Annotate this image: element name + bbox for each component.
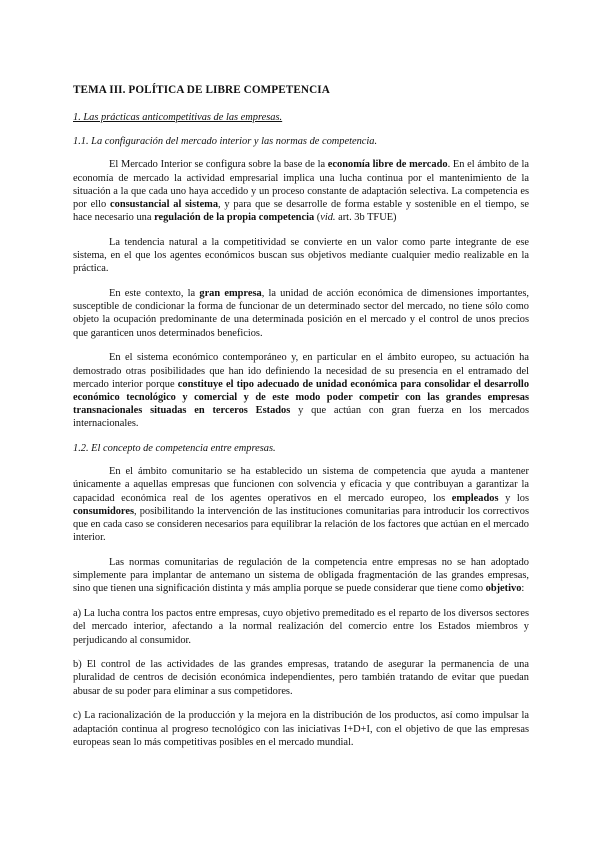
paragraph-6	[73, 556, 529, 596]
paragraph-4	[73, 351, 529, 430]
text-run: . En el ámbito de la economía de mercado la actividad empresarial implica una lucha continua por el mantenimiento de la situación a la que cada uno haya accedido y un proceso constante de adaptación selectiva. La competencia es por ello	[73, 159, 529, 211]
text-run: , la unidad de acción económica de dimensiones importantes, susceptible de condicionar la forma de funcionar de un determinado sector del mercado, no tiene sólo como objeto la ocupación predominante de una determinada posición en el mercado y el control de unos precios que garanticen unos determinados beneficios.	[73, 288, 529, 339]
bold-term: objetivo	[485, 583, 522, 595]
subsection-heading-1-2: 1.2. El concepto de competencia entre empresas.	[73, 443, 276, 455]
text-run: En el sistema económico contemporáneo y, en particular en el ámbito europeo, su actuación ha demostrado otras posibilidades que han ido definiendo la necesidad de su presencia en el entramado del mercado interior porque	[73, 352, 529, 390]
document-body	[73, 83, 529, 760]
bold-term: gran empresa	[199, 288, 262, 300]
text-run: , posibilitando la intervención de las instituciones comunitarias para introducir los correctivos que en cada caso se consideren necesarios para equilibrar la relación de los factores que actúan en el mercado interior.	[73, 505, 529, 544]
document-title: TEMA III. POLÍTICA DE LIBRE COMPETENCIA	[73, 84, 330, 96]
text-run: (	[314, 212, 321, 224]
text-run: y que actúan con gran fuerza en los mercados internacionales.	[73, 405, 529, 430]
text-run: , y para que se desarrolle de forma estable y sostenible en el tiempo, se hace necesario una	[73, 199, 529, 224]
list-item-c: c) La racionalización de la producción y la mejora en la distribución de los productos, así como impulsar la adaptación continua al progreso tecnológico con las iniciativas I+D+I, con el objetivo de que las empresas europeas sean lo más competitivas posibles en el mercado mundial.	[73, 710, 529, 748]
bold-term: consumidores	[73, 505, 135, 517]
subsection-heading-1-1: 1.1. La configuración del mercado interior y las normas de competencia.	[73, 136, 378, 148]
bold-term: consustancial al sistema	[110, 199, 219, 211]
text-run: art. 3b TFUE)	[335, 212, 397, 224]
bold-term: empleados	[451, 492, 499, 504]
list-item-b: b) El control de las actividades de las grandes empresas, tratando de asegurar la permanencia de una pluralidad de centros de decisión económica independientes, pero también tratando de evitar que puedan abusar de su poder para eliminar a sus competidores.	[73, 659, 529, 697]
list-item-a: a) La lucha contra los pactos entre empresas, cuyo objetivo premeditado es el reparto de los diversos sectores del mercado interior, afectando a la normal realización del comercio entre los Estados miembros y perjudicando al consumidor.	[73, 608, 529, 646]
paragraph-1	[73, 158, 529, 224]
text-run: En el ámbito comunitario se ha establecido un sistema de competencia que ayuda a mantener únicamente a aquellas empresas que funcionen con solvencia y eficacia y que contribuyan a garantizar la capacidad económica real de los agentes operativos en el mercado europeo, los	[73, 466, 529, 504]
paragraph-5	[73, 465, 529, 544]
text-run: El Mercado Interior se configura sobre la base de la	[109, 159, 328, 171]
bold-term: constituye el tipo adecuado de unidad económica para consolidar el desarrollo económico tecnológico y comercial y de este modo poder competir con las grandes empresas transnacionales situadas en terceros Estados	[73, 378, 530, 417]
paragraph-3	[73, 287, 529, 340]
text-run: En este contexto, la	[109, 288, 200, 300]
bold-term: regulación de la propia competencia	[154, 212, 315, 224]
text-run: y los	[498, 492, 529, 504]
paragraph-2: La tendencia natural a la competitividad se convierte en un valor como parte integrante de ese sistema, en el que los agentes económicos buscan sus objetivos mediante cualquier medio realizable en la práctica.	[73, 236, 529, 275]
italic-term: vid.	[320, 212, 336, 224]
section-heading-1: 1. Las prácticas anticompetitivas de las empresas.	[73, 112, 283, 123]
text-run: Las normas comunitarias de regulación de la competencia entre empresas no se han adoptado simplemente para implantar de antemano un sistema de obligada fragmentación de las grandes empresas, sino que tienen una significación distinta y más amplia porque se puede considerar que tiene como	[73, 556, 529, 595]
text-run: :	[521, 583, 525, 595]
bold-term: economía libre de mercado	[327, 159, 448, 171]
